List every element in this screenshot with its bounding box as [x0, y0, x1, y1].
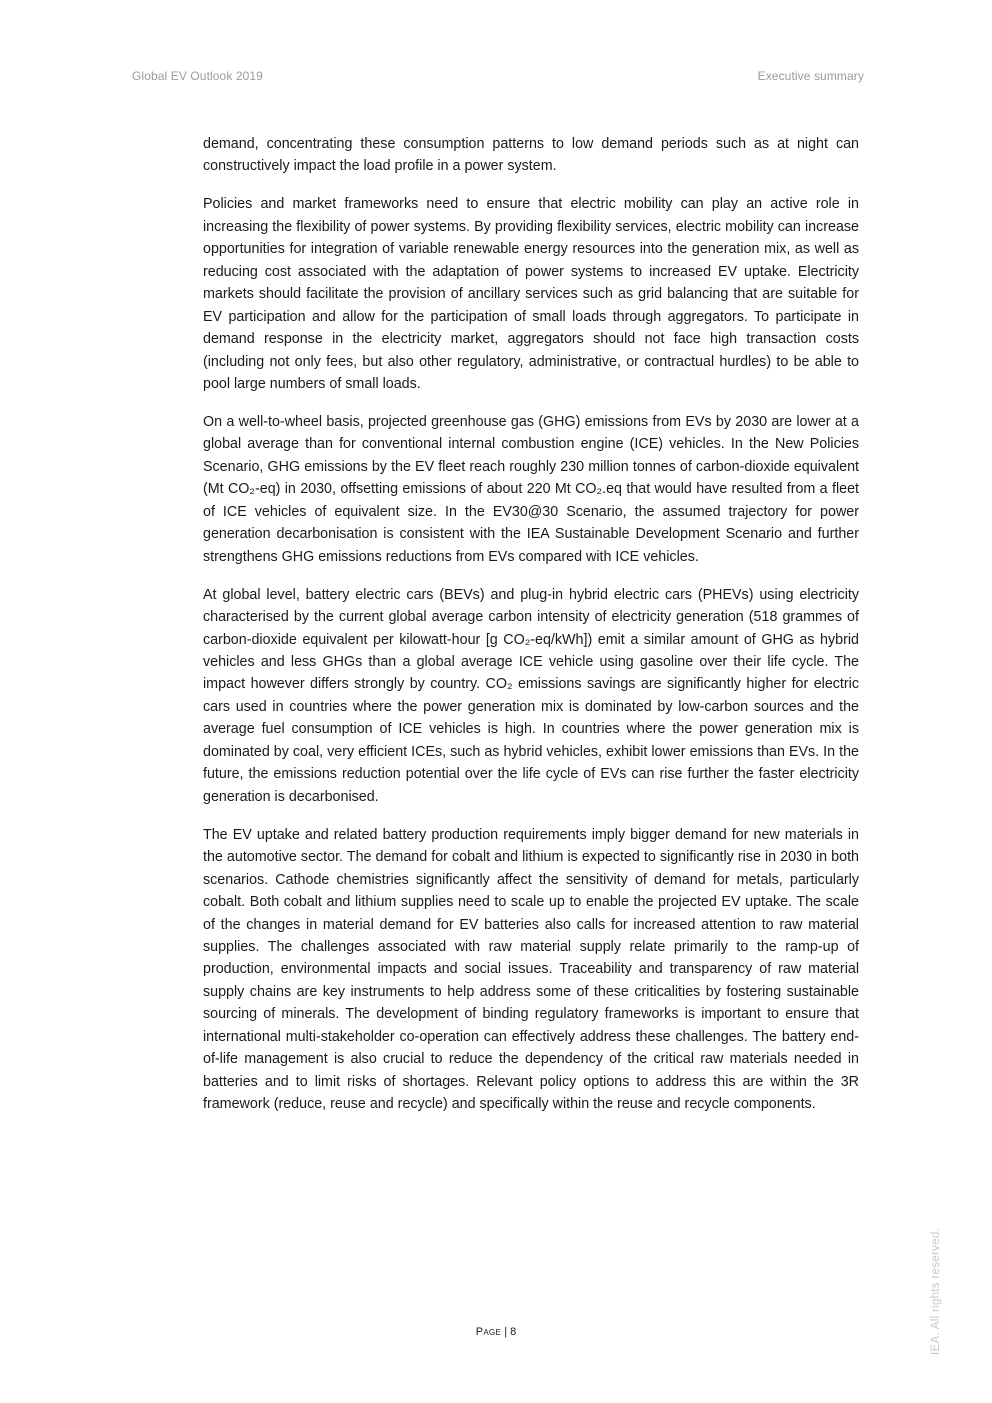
paragraph-life-cycle-emissions: At global level, battery electric cars (BEVs) and plug-in hybrid electric cars (PHEVs) using electricity characterised by the current global average carbon intensity of electricity generation (518 grammes of carbon-dioxide equivalent per kilowatt-hour [g CO₂-eq/kWh]) emit a similar amount of GHG as hybrid vehicles and less GHGs than a global average ICE vehicle using gasoline over their life cycle. The impact however differs strongly by country. CO₂ emissions savings are significantly higher for electric cars used in countries where the power generation mix is dominated by low-carbon sources and the average fuel consumption of ICE vehicles is high. In countries where the power generation mix is dominated by coal, very efficient ICEs, such as hybrid vehicles, exhibit lower emissions than EVs. In the future, the emissions reduction potential over the life cycle of EVs can rise further the faster electricity generation is decarbonised.	[203, 586, 859, 805]
paragraph-ghg-emissions: On a well-to-wheel basis, projected greenhouse gas (GHG) emissions from EVs by 2030 are lower at a global average than for conventional internal combustion engine (ICE) vehicles. In the New Policies Scenario, GHG emissions by the EV fleet reach roughly 230 million tonnes of carbon-dioxide equivalent (Mt CO₂-eq) in 2030, offsetting emissions of about 220 Mt CO₂.eq that would have resulted from a fleet of ICE vehicles of equivalent size. In the EV30@30 Scenario, the assumed trajectory for power generation decarbonisation is consistent with the IEA Sustainable Development Scenario and further strengthens GHG emissions reductions from EVs compared with ICE vehicles.	[203, 413, 859, 565]
section-title-header: Executive summary	[757, 69, 864, 83]
page-number	[0, 1326, 992, 1338]
page-separator: |	[501, 1326, 511, 1338]
paragraph-demand-load-profile: demand, concentrating these consumption patterns to low demand periods such as at night can constructively impact the load profile in a power system.	[203, 136, 859, 175]
body-text	[203, 133, 859, 1131]
paragraph-policies-flexibility: Policies and market frameworks need to ensure that electric mobility can play an active role in increasing the flexibility of power systems. By providing flexibility services, electric mobility can increase opportunities for integration of variable renewable energy resources into the generation mix, as well as reducing cost associated with the adaptation of power systems to increased EV uptake. Electricity markets should facilitate the provision of ancillary services such as grid balancing that are suitable for EV participation and allow for the participation of small loads through aggregators. To participate in demand response in the electricity market, aggregators should not face high transaction costs (including not only fees, but also other regulatory, administrative, or contractual hurdles) to be able to pool large numbers of small loads.	[203, 196, 859, 393]
document-title-header: Global EV Outlook 2019	[132, 69, 263, 83]
page-label: Page	[475, 1326, 502, 1338]
rights-notice: IEA. All rights reserved.	[930, 1227, 942, 1355]
page-number-value: 8	[510, 1326, 517, 1338]
paragraph-materials-demand: The EV uptake and related battery production requirements imply bigger demand for new materials in the automotive sector. The demand for cobalt and lithium is expected to significantly rise in 2030 in both scenarios. Cathode chemistries significantly affect the sensitivity of demand for metals, particularly cobalt. Both cobalt and lithium supplies need to scale up to enable the projected EV uptake. The scale of the changes in material demand for EV batteries also calls for increased attention to raw material supplies. The challenges associated with raw material supply relate primarily to the ramp-up of production, environmental impacts and social issues. Traceability and transparency of raw material supply chains are key instruments to help address some of these criticalities by fostering sustainable sourcing of minerals. The development of binding regulatory frameworks is important to ensure that international multi-stakeholder co-operation can effectively address these challenges. The battery end-of-life management is also crucial to reduce the dependency of the critical raw materials needed in batteries and to limit risks of shortages. Relevant policy options to address this are within the 3R framework (reduce, reuse and recycle) and specifically within the reuse and recycle components.	[203, 826, 859, 1113]
